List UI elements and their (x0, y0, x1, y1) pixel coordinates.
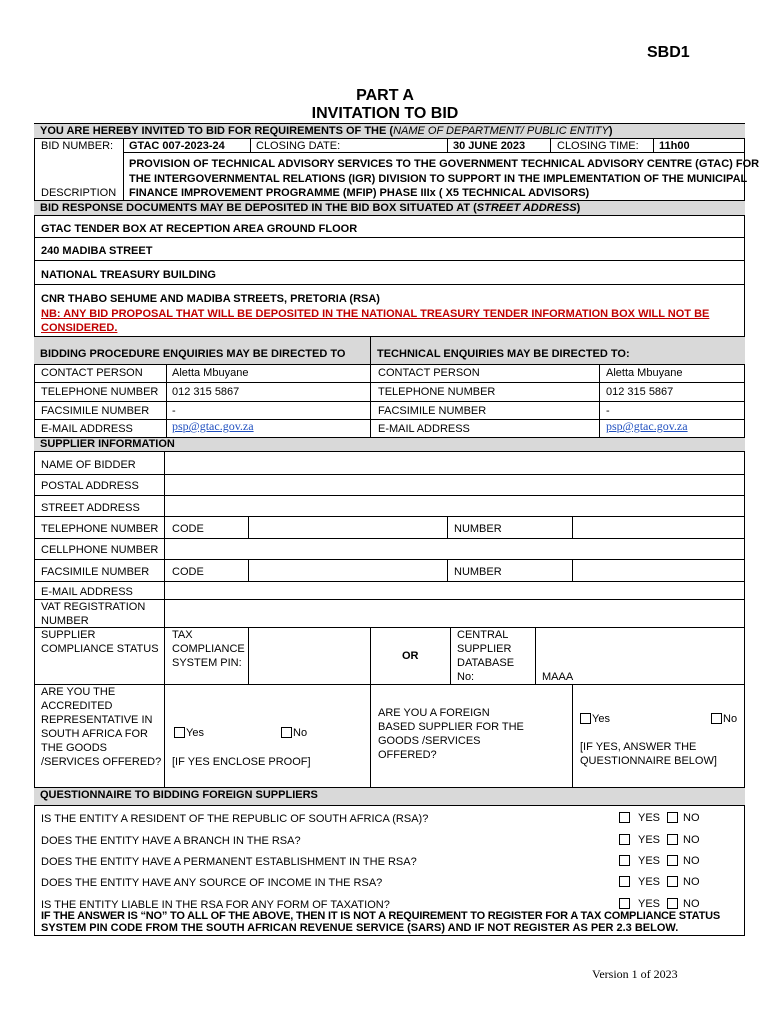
csd-number-field[interactable] (576, 628, 744, 683)
street-address-field[interactable] (166, 496, 744, 516)
questionnaire-heading-row (34, 788, 745, 805)
technical-fax-label: FACSIMILE NUMBER (378, 405, 487, 417)
or-label: OR (402, 650, 419, 662)
form-code: SBD1 (647, 44, 690, 61)
address-line-1: GTAC TENDER BOX AT RECEPTION AREA GROUND FLOOR (41, 223, 358, 235)
bidding-enquiries-heading: BIDDING PROCEDURE ENQUIRIES MAY BE DIRECTED TO (40, 348, 346, 360)
csd-prefix: MAAA (542, 671, 574, 683)
bidding-fax-value: - (172, 405, 176, 417)
postal-address-label: POSTAL ADDRESS (41, 480, 139, 492)
questionnaire-footnote-line-1: IF THE ANSWER IS “NO” TO ALL OF THE ABOVE, THEN IT IS NOT A REQUIREMENT TO REGISTER FOR A TAX COMPLIANCE STATUS (41, 910, 720, 922)
accredited-yes-label: Yes (186, 727, 204, 739)
q3-no-checkbox[interactable] (667, 855, 678, 866)
bidding-email-link[interactable]: psp@gtac.gov.za (172, 419, 254, 433)
invite-text: YOU ARE HEREBY INVITED TO BID FOR REQUIREMENTS OF THE (NAME OF DEPARTMENT/ PUBLIC ENTITY) (40, 125, 613, 137)
bidding-telephone-value: 012 315 5867 (172, 386, 240, 398)
technical-fax-value: - (606, 405, 610, 417)
foreign-no-label: No (723, 713, 738, 725)
questionnaire-footnote-line-2: SYSTEM PIN CODE FROM THE SOUTH AFRICAN REVENUE SERVICE (SARS) AND IF NOT REGISTER AS PER 2.3 BELOW. (41, 922, 679, 934)
q5-no-checkbox[interactable] (667, 898, 678, 909)
foreign-yes-checkbox[interactable] (580, 713, 591, 724)
question-taxation: IS THE ENTITY LIABLE IN THE RSA FOR ANY FORM OF TAXATION? (41, 899, 390, 911)
deposit-heading: BID RESPONSE DOCUMENTS MAY BE DEPOSITED IN THE BID BOX SITUATED AT (STREET ADDRESS) (40, 202, 581, 214)
vat-number-label: VAT REGISTRATION NUMBER (41, 601, 146, 627)
q3-yes-checkbox[interactable] (619, 855, 630, 866)
bidding-telephone-label: TELEPHONE NUMBER (41, 386, 159, 398)
technical-contact-value: Aletta Mbuyane (606, 367, 683, 379)
q2-yes-label: YES (638, 834, 661, 846)
foreign-yes-label: Yes (592, 713, 610, 725)
technical-contact-label: CONTACT PERSON (378, 367, 480, 379)
cellphone-number-field[interactable] (166, 539, 744, 559)
deposit-note-line-1: NB: ANY BID PROPOSAL THAT WILL BE DEPOSITED IN THE NATIONAL TREASURY TENDER INFORMATION BOX WILL NOT BE (41, 308, 710, 320)
closing-date-label: CLOSING DATE: (256, 140, 341, 152)
closing-time-value: 11h00 (659, 140, 690, 152)
q3-yes-label: YES (638, 855, 661, 867)
fax-number-field[interactable] (573, 560, 744, 580)
street-address-label: STREET ADDRESS (41, 502, 140, 514)
q5-yes-checkbox[interactable] (619, 898, 630, 909)
description-line-2: THE INTERGOVERNMENTAL RELATIONS (IGR) DIVISION TO SUPPORT IN THE IMPLEMENTATION OF THE MUNICIPAL (129, 173, 748, 185)
fax-number-label: FACSIMILE NUMBER (41, 566, 150, 578)
description-label: DESCRIPTION (41, 187, 117, 199)
description-line-1: PROVISION OF TECHNICAL ADVISORY SERVICES TO THE GOVERNMENT TECHNICAL ADVISORY CENTRE (GTAC) FOR (129, 158, 760, 170)
bidding-email-label: E-MAIL ADDRESS (41, 423, 133, 435)
supplier-heading: SUPPLIER INFORMATION (40, 438, 175, 450)
accredited-no-checkbox[interactable] (281, 727, 292, 738)
technical-email-link[interactable]: psp@gtac.gov.za (606, 419, 688, 433)
q2-yes-checkbox[interactable] (619, 834, 630, 845)
telephone-number-label: TELEPHONE NUMBER (41, 523, 159, 535)
bid-number-label: BID NUMBER: (41, 140, 114, 152)
invite-row (34, 124, 745, 138)
bidding-contact-value: Aletta Mbuyane (172, 367, 249, 379)
q1-yes-checkbox[interactable] (619, 812, 630, 823)
tax-compliance-label: TAX COMPLIANCE SYSTEM PIN: (172, 629, 245, 669)
email-address-label: E-MAIL ADDRESS (41, 586, 133, 598)
q5-no-label: NO (683, 898, 700, 910)
q4-yes-checkbox[interactable] (619, 876, 630, 887)
bid-number-value: GTAC 007-2023-24 (129, 140, 225, 152)
csd-label: CENTRAL SUPPLIER DATABASE No: (457, 629, 515, 683)
telephone-number-field[interactable] (573, 517, 744, 537)
q4-yes-label: YES (638, 876, 661, 888)
bidder-name-label: NAME OF BIDDER (41, 459, 136, 471)
q2-no-checkbox[interactable] (667, 834, 678, 845)
description-line-3: FINANCE IMPROVEMENT PROGRAMME (MFIP) PHASE IIIx ( X5 TECHNICAL ADVISORS) (129, 187, 590, 199)
foreign-no-checkbox[interactable] (711, 713, 722, 724)
cellphone-number-label: CELLPHONE NUMBER (41, 544, 159, 556)
part-label: PART A (356, 87, 414, 104)
address-line-4: CNR THABO SEHUME AND MADIBA STREETS, PRETORIA (RSA) (41, 293, 380, 305)
q3-no-label: NO (683, 855, 700, 867)
telephone-code-label: CODE (172, 523, 204, 535)
technical-telephone-value: 012 315 5867 (606, 386, 674, 398)
postal-address-field[interactable] (166, 475, 744, 495)
question-resident: IS THE ENTITY A RESIDENT OF THE REPUBLIC OF SOUTH AFRICA (RSA)? (41, 813, 429, 825)
question-branch: DOES THE ENTITY HAVE A BRANCH IN THE RSA? (41, 835, 301, 847)
q1-no-checkbox[interactable] (667, 812, 678, 823)
version-footer: Version 1 of 2023 (592, 967, 678, 981)
foreign-question: ARE YOU A FOREIGN BASED SUPPLIER FOR THE GOODS /SERVICES OFFERED? (378, 707, 524, 761)
technical-email-label: E-MAIL ADDRESS (378, 423, 470, 435)
supplier-compliance-label: SUPPLIER COMPLIANCE STATUS (41, 629, 159, 655)
enclose-proof-note: [IF YES ENCLOSE PROOF] (172, 756, 311, 768)
bidding-contact-label: CONTACT PERSON (41, 367, 143, 379)
address-line-2: 240 MADIBA STREET (41, 245, 153, 257)
vat-number-field[interactable] (166, 600, 744, 626)
q1-no-label: NO (683, 812, 700, 824)
bidder-name-field[interactable] (166, 453, 744, 473)
closing-date-value: 30 JUNE 2023 (453, 140, 526, 152)
q4-no-checkbox[interactable] (667, 876, 678, 887)
enquiries-heading-row (34, 337, 745, 364)
q4-no-label: NO (683, 876, 700, 888)
tax-pin-field[interactable] (249, 628, 370, 683)
fax-code-field[interactable] (249, 560, 446, 580)
technical-enquiries-heading: TECHNICAL ENQUIRIES MAY BE DIRECTED TO: (377, 348, 630, 360)
address-line-3: NATIONAL TREASURY BUILDING (41, 269, 216, 281)
telephone-code-field[interactable] (249, 517, 446, 537)
bidding-fax-label: FACSIMILE NUMBER (41, 405, 150, 417)
deposit-heading-row (34, 201, 745, 215)
email-address-field[interactable] (166, 582, 744, 599)
deposit-note-line-2: CONSIDERED. (41, 322, 118, 334)
page-title: INVITATION TO BID (311, 105, 459, 122)
q1-yes-label: YES (638, 812, 661, 824)
accredited-question: ARE YOU THE ACCREDITED REPRESENTATIVE IN SOUTH AFRICA FOR THE GOODS /SERVICES OFFERED? (41, 686, 162, 768)
fax-number-sub-label: NUMBER (454, 566, 502, 578)
q2-no-label: NO (683, 834, 700, 846)
technical-telephone-label: TELEPHONE NUMBER (378, 386, 496, 398)
question-establishment: DOES THE ENTITY HAVE A PERMANENT ESTABLISHMENT IN THE RSA? (41, 856, 417, 868)
q5-yes-label: YES (638, 898, 661, 910)
accredited-no-label: No (293, 727, 308, 739)
questionnaire-heading: QUESTIONNAIRE TO BIDDING FOREIGN SUPPLIERS (40, 789, 318, 801)
answer-questionnaire-note: [IF YES, ANSWER THE QUESTIONNAIRE BELOW] (580, 741, 717, 767)
supplier-heading-row (34, 438, 745, 451)
fax-code-label: CODE (172, 566, 204, 578)
telephone-number-sub-label: NUMBER (454, 523, 502, 535)
accredited-yes-checkbox[interactable] (174, 727, 185, 738)
question-income: DOES THE ENTITY HAVE ANY SOURCE OF INCOME IN THE RSA? (41, 877, 383, 889)
closing-time-label: CLOSING TIME: (557, 140, 639, 152)
